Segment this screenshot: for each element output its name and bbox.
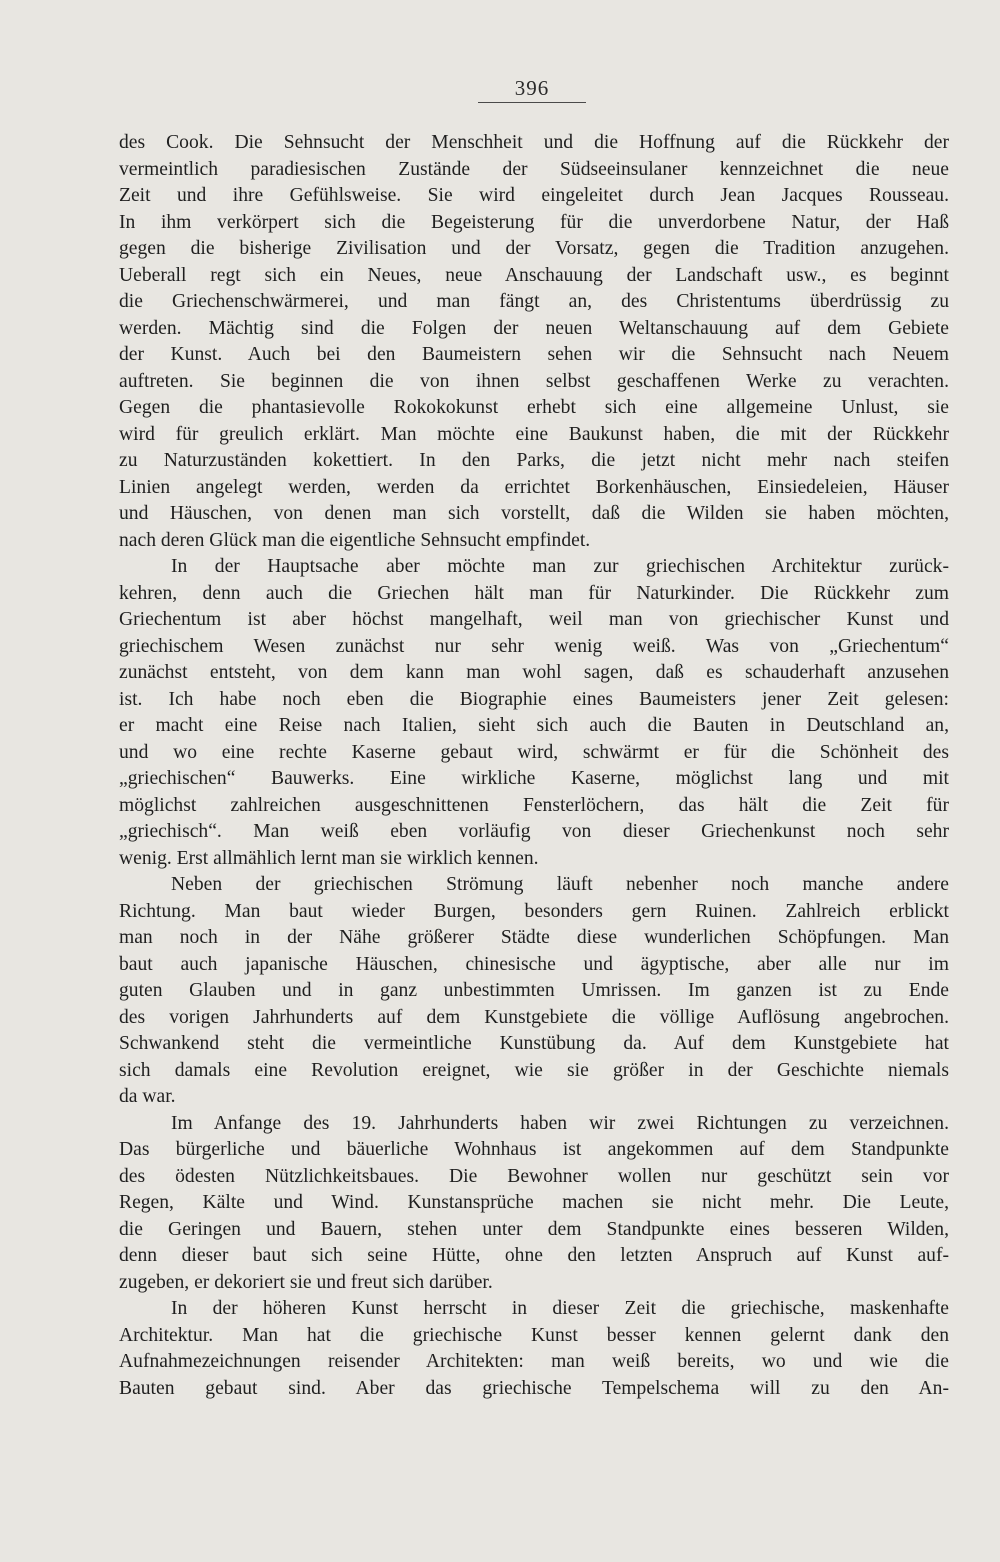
text-line: und Häuschen, von denen man sich vorstellt, daß die Wilden sie haben möchten, bbox=[119, 503, 949, 524]
text-line: wenig. Erst allmählich lernt man sie wirklich kennen. bbox=[119, 847, 539, 869]
text-line: und wo eine rechte Kaserne gebaut wird, schwärmt er für die Schönheit des bbox=[119, 741, 949, 763]
text-line: des ödesten Nützlichkeitsbaues. Die Bewohner wollen nur geschützt sein vor bbox=[119, 1165, 949, 1187]
text-line: In der Hauptsache aber möchte man zur griechischen Architektur zurück- bbox=[171, 556, 949, 577]
text-line: werden. Mächtig sind die Folgen der neuen Weltanschauung auf dem Gebiete bbox=[119, 317, 949, 339]
body-text bbox=[119, 130, 949, 1402]
text-line: Richtung. Man baut wieder Burgen, besonders gern Ruinen. Zahlreich erblickt bbox=[119, 900, 949, 922]
text-line: zu Naturzuständen kokettiert. In den Parks, die jetzt nicht mehr nach steifen bbox=[119, 450, 949, 471]
text-line: des Cook. Die Sehnsucht der Menschheit und die Hoffnung auf die Rückkehr der bbox=[119, 132, 949, 153]
text-line: baut auch japanische Häuschen, chinesische und ägyptische, aber alle nur im bbox=[119, 953, 949, 975]
text-line: man noch in der Nähe größerer Städte diese wunderlichen Schöpfungen. Man bbox=[119, 927, 949, 948]
text-line: die Geringen und Bauern, stehen unter dem Standpunkte eines besseren Wilden, bbox=[119, 1218, 949, 1240]
text-line: die Griechenschwärmerei, und man fängt an, des Christentums überdrüssig zu bbox=[119, 291, 949, 312]
text-line: Architektur. Man hat die griechische Kunst besser kennen gelernt dank den bbox=[119, 1324, 949, 1346]
text-line: Zeit und ihre Gefühlsweise. Sie wird eingeleitet durch Jean Jacques Rousseau. bbox=[119, 185, 949, 206]
text-line: Gegen die phantasievolle Rokokokunst erhebt sich eine allgemeine Unlust, sie bbox=[119, 397, 949, 418]
text-line: zunächst entsteht, von dem kann man wohl sagen, daß es schauderhaft anzusehen bbox=[119, 662, 949, 683]
text-line: Schwankend steht die vermeintliche Kunstübung da. Auf dem Kunstgebiete hat bbox=[119, 1033, 949, 1054]
text-line: Im Anfange des 19. Jahrhunderts haben wir zwei Richtungen zu verzeichnen. bbox=[171, 1112, 949, 1134]
text-line: zugeben, er dekoriert sie und freut sich darüber. bbox=[119, 1271, 493, 1293]
page-header bbox=[478, 76, 586, 103]
text-line: vermeintlich paradiesischen Zustände der Südseeinsulaner kennzeichnet die neue bbox=[119, 158, 949, 180]
page-number: 396 bbox=[514, 76, 550, 100]
text-line: Das bürgerliche und bäuerliche Wohnhaus ist angekommen auf dem Standpunkte bbox=[119, 1139, 949, 1160]
text-line: da war. bbox=[119, 1086, 176, 1107]
text-line: griechischem Wesen zunächst nur sehr wenig weiß. Was von „Griechentum“ bbox=[119, 635, 949, 657]
text-line: nach deren Glück man die eigentliche Sehnsucht empfindet. bbox=[119, 529, 591, 551]
text-line: Griechentum ist aber höchst mangelhaft, weil man von griechischer Kunst und bbox=[119, 609, 949, 630]
text-line: In ihm verkörpert sich die Begeisterung für die unverdorbene Natur, der Haß bbox=[119, 211, 949, 233]
text-line: guten Glauben und in ganz unbestimmten Umrissen. Im ganzen ist zu Ende bbox=[119, 980, 949, 1001]
text-line: denn dieser baut sich seine Hütte, ohne den letzten Anspruch auf Kunst auf- bbox=[119, 1245, 949, 1266]
text-line: möglichst zahlreichen ausgeschnittenen Fensterlöchern, das hält die Zeit für bbox=[119, 794, 949, 816]
text-line: der Kunst. Auch bei den Baumeistern sehen wir die Sehnsucht nach Neuem bbox=[119, 344, 949, 365]
text-line: sich damals eine Revolution ereignet, wie sie größer in der Geschichte niemals bbox=[119, 1059, 949, 1081]
text-line: „griechisch“. Man weiß eben vorläufig von dieser Griechenkunst noch sehr bbox=[119, 821, 949, 842]
text-line: wird für greulich erklärt. Man möchte eine Baukunst haben, die mit der Rückkehr bbox=[119, 423, 949, 445]
text-line: ist. Ich habe noch eben die Biographie eines Baumeisters jener Zeit gelesen: bbox=[119, 688, 949, 710]
text-line: auftreten. Sie beginnen die von ihnen selbst geschaffenen Werke zu verachten. bbox=[119, 370, 949, 392]
text-line: Ueberall regt sich ein Neues, neue Anschauung der Landschaft usw., es beginnt bbox=[119, 264, 949, 286]
text-line: kehren, denn auch die Griechen hält man für Naturkinder. Die Rückkehr zum bbox=[119, 582, 949, 604]
text-line: Aufnahmezeichnungen reisender Architekten: man weiß bereits, wo und wie die bbox=[119, 1351, 949, 1372]
text-line: des vorigen Jahrhunderts auf dem Kunstgebiete die völlige Auflösung angebrochen. bbox=[119, 1006, 949, 1028]
page-number-rule bbox=[478, 102, 586, 103]
text-line: gegen die bisherige Zivilisation und der Vorsatz, gegen die Tradition anzugehen. bbox=[119, 238, 949, 259]
text-line: „griechischen“ Bauwerks. Eine wirkliche Kaserne, möglichst lang und mit bbox=[119, 768, 949, 789]
text-line: In der höheren Kunst herrscht in dieser Zeit die griechische, maskenhafte bbox=[171, 1298, 949, 1319]
text-line: er macht eine Reise nach Italien, sieht sich auch die Bauten in Deutschland an, bbox=[119, 715, 949, 736]
text-line: Bauten gebaut sind. Aber das griechische Tempelschema will zu den An- bbox=[119, 1377, 949, 1399]
text-line: Regen, Kälte und Wind. Kunstansprüche machen sie nicht mehr. Die Leute, bbox=[119, 1192, 949, 1213]
text-line: Linien angelegt werden, werden da errichtet Borkenhäuschen, Einsiedeleien, Häuser bbox=[119, 476, 949, 498]
text-line: Neben der griechischen Strömung läuft nebenher noch manche andere bbox=[171, 874, 949, 895]
